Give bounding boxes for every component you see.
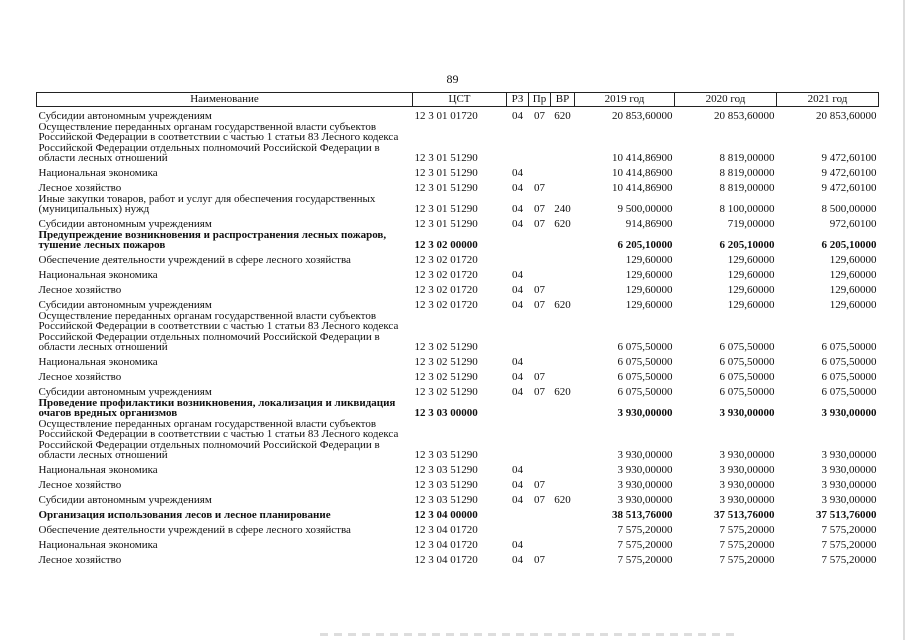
col-header-name: Наименование	[37, 93, 413, 107]
row-cst-cell: 12 3 03 51290	[414, 464, 478, 476]
row-2020-cell: 6 075,50000	[719, 371, 775, 383]
table-row	[37, 521, 879, 536]
row-2020-cell: 8 100,00000	[719, 203, 775, 215]
table-row	[37, 164, 879, 179]
scan-artifact	[320, 633, 740, 636]
row-name-cell: Лесное хозяйство	[38, 554, 122, 566]
row-2021-cell: 7 575,20000	[821, 539, 877, 551]
row-cst-cell: 12 3 02 51290	[414, 386, 478, 398]
row-2021-cell: 8 500,00000	[821, 203, 877, 215]
table-row	[37, 476, 879, 491]
row-vr-cell	[551, 419, 575, 461]
table-row	[37, 368, 879, 383]
table-row	[37, 383, 879, 398]
row-2019-cell: 129,60000	[625, 299, 673, 311]
row-2019-cell: 3 930,00000	[617, 407, 673, 419]
row-rz-cell: 04	[512, 299, 523, 311]
row-2020-cell: 7 575,20000	[719, 524, 775, 536]
col-header-cst: ЦСТ	[413, 93, 507, 107]
row-2019-cell: 7 575,20000	[617, 554, 673, 566]
row-2021-cell: 20 853,60000	[816, 110, 877, 122]
row-2021-cell: 3 930,00000	[821, 407, 877, 419]
table-row	[37, 353, 879, 368]
row-2021-cell: 6 075,50000	[821, 386, 877, 398]
table-row	[37, 230, 879, 251]
row-name-cell: Лесное хозяйство	[38, 284, 122, 296]
row-rz-cell	[507, 506, 529, 521]
row-vr-cell	[551, 476, 575, 491]
row-pr-cell: 07	[534, 386, 545, 398]
row-cst-cell: 12 3 01 01720	[414, 110, 478, 122]
table-row	[37, 398, 879, 419]
row-rz-cell: 04	[512, 182, 523, 194]
row-2021-cell: 9 472,60100	[821, 182, 877, 194]
row-cst-cell: 12 3 02 01720	[414, 284, 478, 296]
col-header-2019: 2019 год	[575, 93, 675, 107]
row-name-cell: Лесное хозяйство	[38, 182, 122, 194]
row-2020-cell: 3 930,00000	[719, 407, 775, 419]
row-2021-cell: 9 472,60100	[821, 152, 877, 164]
row-2021-cell: 7 575,20000	[821, 554, 877, 566]
row-2020-cell: 719,00000	[727, 218, 775, 230]
header-row	[37, 93, 879, 107]
row-cst-cell: 12 3 02 01720	[414, 299, 478, 311]
row-2019-cell: 7 575,20000	[617, 539, 673, 551]
row-vr-cell	[551, 368, 575, 383]
row-vr-cell	[551, 230, 575, 251]
col-header-rz: РЗ	[507, 93, 529, 107]
row-2020-cell: 6 075,50000	[719, 356, 775, 368]
row-2019-cell: 10 414,86900	[612, 167, 673, 179]
row-rz-cell: 04	[512, 464, 523, 476]
row-2020-cell: 6 075,50000	[719, 386, 775, 398]
table-row	[37, 311, 879, 353]
row-cst-cell: 12 3 01 51290	[414, 152, 478, 164]
row-2019-cell: 6 075,50000	[617, 386, 673, 398]
row-2021-cell: 129,60000	[829, 299, 877, 311]
row-2021-cell: 129,60000	[829, 269, 877, 281]
row-pr-cell: 07	[534, 203, 545, 215]
row-2019-cell: 10 414,86900	[612, 182, 673, 194]
row-pr-cell: 07	[534, 182, 545, 194]
row-pr-cell	[529, 230, 551, 251]
row-2020-cell: 7 575,20000	[719, 554, 775, 566]
row-rz-cell: 04	[512, 110, 523, 122]
row-2021-cell: 129,60000	[829, 254, 877, 266]
col-header-2020: 2020 год	[675, 93, 777, 107]
row-vr-cell	[551, 506, 575, 521]
col-header-pr: Пр	[529, 93, 551, 107]
row-vr-cell	[551, 461, 575, 476]
row-name-cell: Лесное хозяйство	[38, 371, 122, 383]
row-cst-cell: 12 3 01 51290	[414, 182, 478, 194]
row-2019-cell: 914,86900	[625, 218, 673, 230]
row-rz-cell: 04	[512, 479, 523, 491]
row-name-cell: Субсидии автономным учреждениям	[38, 299, 212, 311]
table-row	[37, 506, 879, 521]
row-vr-cell: 620	[554, 494, 571, 506]
row-2019-cell: 20 853,60000	[612, 110, 673, 122]
row-rz-cell	[507, 251, 529, 266]
row-vr-cell: 240	[554, 203, 571, 215]
row-name-cell: Национальная экономика	[38, 167, 158, 179]
row-name-cell: Национальная экономика	[38, 356, 158, 368]
row-vr-cell	[551, 536, 575, 551]
row-rz-cell	[507, 311, 529, 353]
row-pr-cell	[529, 251, 551, 266]
row-2020-cell: 3 930,00000	[719, 464, 775, 476]
row-name-cell: Проведение профилактики возникновения, локализация и ликвидация очагов вредных организмов	[38, 396, 396, 419]
row-rz-cell: 04	[512, 386, 523, 398]
row-name-cell: Обеспечение деятельности учреждений в сфере лесного хозяйства	[38, 524, 351, 536]
row-2019-cell: 129,60000	[625, 254, 673, 266]
row-rz-cell	[507, 230, 529, 251]
row-vr-cell	[551, 179, 575, 194]
row-2020-cell: 3 930,00000	[719, 449, 775, 461]
row-rz-cell: 04	[512, 269, 523, 281]
table-row	[37, 122, 879, 164]
row-pr-cell	[529, 353, 551, 368]
row-2019-cell: 129,60000	[625, 269, 673, 281]
row-cst-cell: 12 3 01 51290	[414, 218, 478, 230]
row-2021-cell: 6 075,50000	[821, 356, 877, 368]
budget-table	[36, 92, 879, 566]
row-2021-cell: 6 075,50000	[821, 371, 877, 383]
row-vr-cell	[551, 164, 575, 179]
row-2020-cell: 7 575,20000	[719, 539, 775, 551]
row-name-cell: Лесное хозяйство	[38, 479, 122, 491]
row-pr-cell: 07	[534, 218, 545, 230]
row-name-cell: Иные закупки товаров, работ и услуг для обеспечения государственных (муниципальных) нужд	[38, 192, 376, 215]
col-header-vr: ВР	[551, 93, 575, 107]
col-header-2021: 2021 год	[777, 93, 879, 107]
row-vr-cell	[551, 122, 575, 164]
row-2019-cell: 7 575,20000	[617, 524, 673, 536]
table-row	[37, 266, 879, 281]
row-rz-cell	[507, 122, 529, 164]
table-row	[37, 419, 879, 461]
row-2020-cell: 8 819,00000	[719, 167, 775, 179]
row-name-cell: Национальная экономика	[38, 269, 158, 281]
row-rz-cell	[507, 521, 529, 536]
table-body	[37, 107, 879, 566]
row-rz-cell: 04	[512, 554, 523, 566]
row-2020-cell: 20 853,60000	[714, 110, 775, 122]
table-row	[37, 461, 879, 476]
row-name-cell: Обеспечение деятельности учреждений в сфере лесного хозяйства	[38, 254, 351, 266]
row-pr-cell	[529, 311, 551, 353]
row-pr-cell: 07	[534, 479, 545, 491]
row-2019-cell: 38 513,76000	[612, 509, 673, 521]
row-name-cell: Осуществление переданных органам государственной власти субъектов Российской Федерации в соответствии с частью 1 статьи 83 Лесного кодекса Российской Федерации отдельных полномочий Российской Федерации в области лесных отношений	[38, 120, 399, 164]
row-vr-cell: 620	[554, 299, 571, 311]
row-pr-cell: 07	[534, 284, 545, 296]
row-cst-cell: 12 3 02 01720	[414, 254, 478, 266]
row-2020-cell: 129,60000	[727, 284, 775, 296]
row-pr-cell	[529, 506, 551, 521]
row-2020-cell: 3 930,00000	[719, 479, 775, 491]
row-vr-cell: 620	[554, 386, 571, 398]
row-2020-cell: 6 205,10000	[719, 239, 775, 251]
row-rz-cell: 04	[512, 218, 523, 230]
row-pr-cell: 07	[534, 371, 545, 383]
row-pr-cell	[529, 122, 551, 164]
row-2019-cell: 6 075,50000	[617, 341, 673, 353]
row-2020-cell: 129,60000	[727, 299, 775, 311]
row-2021-cell: 3 930,00000	[821, 449, 877, 461]
row-pr-cell: 07	[534, 554, 545, 566]
row-name-cell: Осуществление переданных органам государственной власти субъектов Российской Федерации в соответствии с частью 1 статьи 83 Лесного кодекса Российской Федерации отдельных полномочий Российской Федерации в области лесных отношений	[38, 417, 399, 461]
table-row	[37, 194, 879, 215]
row-pr-cell	[529, 266, 551, 281]
row-2021-cell: 7 575,20000	[821, 524, 877, 536]
row-pr-cell	[529, 461, 551, 476]
row-2021-cell: 6 205,10000	[821, 239, 877, 251]
row-cst-cell: 12 3 02 51290	[414, 356, 478, 368]
row-cst-cell: 12 3 02 51290	[414, 371, 478, 383]
row-2019-cell: 3 930,00000	[617, 494, 673, 506]
row-pr-cell	[529, 398, 551, 419]
row-2021-cell: 3 930,00000	[821, 494, 877, 506]
row-vr-cell	[551, 266, 575, 281]
row-2020-cell: 129,60000	[727, 269, 775, 281]
page-number: 89	[446, 72, 459, 86]
row-2020-cell: 8 819,00000	[719, 152, 775, 164]
row-2021-cell: 9 472,60100	[821, 167, 877, 179]
row-vr-cell	[551, 353, 575, 368]
row-vr-cell: 620	[554, 218, 571, 230]
row-pr-cell	[529, 521, 551, 536]
row-cst-cell: 12 3 02 01720	[414, 269, 478, 281]
row-2019-cell: 3 930,00000	[617, 479, 673, 491]
row-rz-cell: 04	[512, 539, 523, 551]
row-name-cell: Национальная экономика	[38, 464, 158, 476]
row-name-cell: Осуществление переданных органам государственной власти субъектов Российской Федерации в соответствии с частью 1 статьи 83 Лесного кодекса Российской Федерации отдельных полномочий Российской Федерации в области лесных отношений	[38, 309, 399, 353]
row-cst-cell: 12 3 04 01720	[414, 539, 478, 551]
row-vr-cell	[551, 521, 575, 536]
row-2019-cell: 129,60000	[625, 284, 673, 296]
row-cst-cell: 12 3 04 00000	[414, 509, 478, 521]
row-2020-cell: 6 075,50000	[719, 341, 775, 353]
table-row	[37, 251, 879, 266]
row-2021-cell: 3 930,00000	[821, 464, 877, 476]
table-row	[37, 296, 879, 311]
row-2019-cell: 3 930,00000	[617, 464, 673, 476]
row-cst-cell: 12 3 03 51290	[414, 494, 478, 506]
row-rz-cell: 04	[512, 284, 523, 296]
row-rz-cell	[507, 419, 529, 461]
table-row	[37, 179, 879, 194]
row-2021-cell: 6 075,50000	[821, 341, 877, 353]
row-rz-cell: 04	[512, 371, 523, 383]
row-2021-cell: 972,60100	[829, 218, 877, 230]
row-name-cell: Национальная экономика	[38, 539, 158, 551]
row-cst-cell: 12 3 02 00000	[414, 239, 478, 251]
table-row	[37, 491, 879, 506]
row-pr-cell: 07	[534, 110, 545, 122]
row-2020-cell: 8 819,00000	[719, 182, 775, 194]
row-2021-cell: 37 513,76000	[816, 509, 877, 521]
row-2019-cell: 9 500,00000	[617, 203, 673, 215]
row-name-cell: Субсидии автономным учреждениям	[38, 110, 212, 122]
row-name-cell: Предупреждение возникновения и распространения лесных пожаров, тушение лесных пожаров	[38, 228, 387, 251]
row-rz-cell: 04	[512, 494, 523, 506]
row-cst-cell: 12 3 03 51290	[414, 449, 478, 461]
row-2021-cell: 129,60000	[829, 284, 877, 296]
row-2019-cell: 6 075,50000	[617, 356, 673, 368]
row-2020-cell: 37 513,76000	[714, 509, 775, 521]
row-2019-cell: 6 205,10000	[617, 239, 673, 251]
row-vr-cell	[551, 281, 575, 296]
row-vr-cell	[551, 551, 575, 566]
row-vr-cell	[551, 311, 575, 353]
row-cst-cell: 12 3 02 51290	[414, 341, 478, 353]
row-rz-cell: 04	[512, 167, 523, 179]
row-name-cell: Субсидии автономным учреждениям	[38, 218, 212, 230]
row-pr-cell: 07	[534, 494, 545, 506]
table-row	[37, 107, 879, 122]
row-2020-cell: 129,60000	[727, 254, 775, 266]
row-vr-cell	[551, 251, 575, 266]
row-name-cell: Организация использования лесов и лесное планирование	[38, 509, 331, 521]
row-2021-cell: 3 930,00000	[821, 479, 877, 491]
table-header	[37, 93, 879, 107]
row-rz-cell	[507, 398, 529, 419]
row-vr-cell: 620	[554, 110, 571, 122]
row-cst-cell: 12 3 04 01720	[414, 524, 478, 536]
table-row	[37, 551, 879, 566]
row-rz-cell: 04	[512, 203, 523, 215]
row-2020-cell: 3 930,00000	[719, 494, 775, 506]
row-rz-cell: 04	[512, 356, 523, 368]
row-pr-cell	[529, 164, 551, 179]
row-2019-cell: 10 414,86900	[612, 152, 673, 164]
row-cst-cell: 12 3 01 51290	[414, 203, 478, 215]
row-pr-cell: 07	[534, 299, 545, 311]
row-cst-cell: 12 3 01 51290	[414, 167, 478, 179]
row-cst-cell: 12 3 04 01720	[414, 554, 478, 566]
row-2019-cell: 3 930,00000	[617, 449, 673, 461]
row-name-cell: Субсидии автономным учреждениям	[38, 494, 212, 506]
row-cst-cell: 12 3 03 00000	[414, 407, 478, 419]
row-name-cell: Субсидии автономным учреждениям	[38, 386, 212, 398]
table-row	[37, 281, 879, 296]
row-pr-cell	[529, 536, 551, 551]
row-cst-cell: 12 3 03 51290	[414, 479, 478, 491]
row-vr-cell	[551, 398, 575, 419]
table-row	[37, 215, 879, 230]
table-row	[37, 536, 879, 551]
row-2019-cell: 6 075,50000	[617, 371, 673, 383]
row-pr-cell	[529, 419, 551, 461]
